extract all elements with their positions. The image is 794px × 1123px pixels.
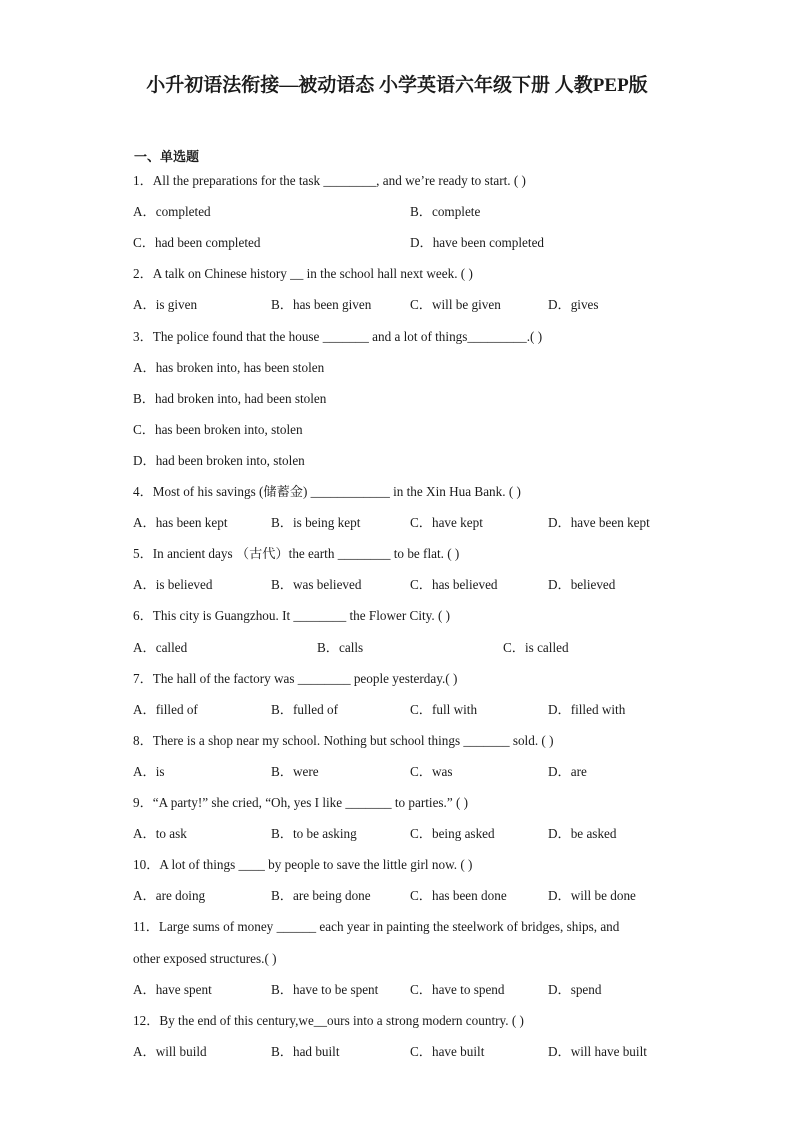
question-stem: 9．“A party!” she cried, “Oh, yes I like _______ to parties.” ( ) <box>133 795 469 810</box>
answer-option: D．had been broken into, stolen <box>133 452 305 468</box>
answer-option: D．will be done <box>548 888 636 904</box>
answer-option: D．filled with <box>548 701 626 717</box>
answer-option: D．will have built <box>548 1043 647 1059</box>
answer-option: C．was <box>410 763 453 779</box>
answer-option: A．have spent <box>133 981 212 997</box>
question-stem: 1．All the preparations for the task ________, and we’re ready to start. ( ) <box>133 173 526 188</box>
answer-option: C．full with <box>410 701 478 717</box>
section-heading: 一、单选题 <box>134 149 200 164</box>
answer-option: B．were <box>271 763 319 779</box>
question-stem: 6．This city is Guangzhou. It ________ the Flower City. ( ) <box>133 608 451 624</box>
question-stem: 4．Most of his savings (储蓄金) ____________ in the Xin Hua Bank. ( ) <box>133 484 521 499</box>
answer-option: C．have kept <box>410 515 483 531</box>
answer-option: A．are doing <box>133 888 206 904</box>
answer-option: B．complete <box>410 204 481 220</box>
answer-option: A．will build <box>133 1043 207 1059</box>
answer-option: C．will be given <box>410 297 501 313</box>
answer-option: A．to ask <box>133 826 187 842</box>
answer-option: C．has been done <box>410 888 507 904</box>
answer-option: C．has been broken into, stolen <box>133 421 303 437</box>
answer-option: A．has been kept <box>133 515 228 531</box>
question-stem: other exposed structures.( ) <box>133 950 277 966</box>
question-stem: 8．There is a shop near my school. Nothing but school things _______ sold. ( ) <box>133 732 554 748</box>
answer-option: D．spend <box>548 981 602 997</box>
answer-option: B．was believed <box>271 577 362 593</box>
answer-option: A．completed <box>133 204 211 220</box>
question-stem: 3．The police found that the house _______ and a lot of things_________.( ) <box>133 328 543 344</box>
answer-option: C．had been completed <box>133 235 261 251</box>
question-stem: 5．In ancient days （古代）the earth ________ to be flat. ( ) <box>133 546 460 562</box>
question-stem: 11．Large sums of money ______ each year in painting the steelwork of bridges, ships, and <box>133 919 620 935</box>
answer-option: B．is being kept <box>271 515 361 531</box>
answer-option: D．gives <box>548 297 599 313</box>
answer-option: A．is given <box>133 297 198 313</box>
answer-option: D．be asked <box>548 826 617 842</box>
question-stem: 7．The hall of the factory was ________ people yesterday.( ) <box>133 670 458 686</box>
answer-option: D．are <box>548 763 587 779</box>
question-stem: 2．A talk on Chinese history __ in the school hall next week. ( ) <box>133 266 473 282</box>
answer-option: C．have built <box>410 1043 485 1059</box>
answer-option: B．are being done <box>271 888 371 904</box>
answer-option: B．calls <box>317 639 364 655</box>
answer-option: C．being asked <box>410 826 495 842</box>
answer-option: D．believed <box>548 577 616 593</box>
answer-option: D．have been kept <box>548 515 650 531</box>
page-title: 小升初语法衔接—被动语态 小学英语六年级下册 人教PEP版 <box>146 75 648 96</box>
answer-option: B．has been given <box>271 297 372 313</box>
question-stem: 12．By the end of this century,we__ours into a strong modern country. ( ) <box>133 1012 524 1028</box>
answer-option: B．had broken into, had been stolen <box>133 390 327 406</box>
answer-option: A．is believed <box>133 577 213 593</box>
answer-option: C．have to spend <box>410 981 505 997</box>
question-stem: 10．A lot of things ____ by people to save the little girl now. ( ) <box>133 857 473 873</box>
answer-option: A．has broken into, has been stolen <box>133 359 325 375</box>
answer-option: A．filled of <box>133 701 198 717</box>
answer-option: D．have been completed <box>410 235 545 251</box>
answer-option: C．is called <box>503 639 569 655</box>
answer-option: B．fulled of <box>271 701 339 717</box>
answer-option: A．is <box>133 763 165 779</box>
answer-option: B．have to be spent <box>271 981 379 997</box>
answer-option: B．had built <box>271 1043 340 1059</box>
answer-option: C．has believed <box>410 577 498 593</box>
answer-option: A．called <box>133 639 188 655</box>
answer-option: B．to be asking <box>271 826 357 842</box>
